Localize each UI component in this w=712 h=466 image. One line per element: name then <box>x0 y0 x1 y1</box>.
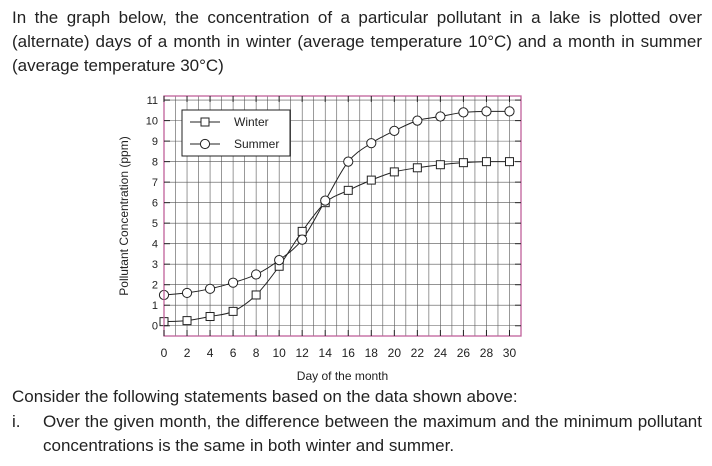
data-point-summer <box>344 157 353 166</box>
y-tick-label: 5 <box>151 218 158 231</box>
y-tick-label: 11 <box>146 95 158 108</box>
x-tick-label: 6 <box>229 346 237 360</box>
chart-legend <box>182 110 290 156</box>
x-tick-label: 18 <box>364 346 378 360</box>
data-point-summer <box>228 278 237 287</box>
data-point-summer <box>252 270 261 279</box>
x-tick-label: 28 <box>479 346 494 360</box>
data-point-summer <box>436 112 445 121</box>
legend-marker <box>200 139 209 148</box>
y-tick-label: 10 <box>145 115 158 128</box>
legend-marker <box>201 118 209 126</box>
x-tick-label: 26 <box>456 346 471 360</box>
data-point-winter <box>413 164 421 172</box>
data-point-winter <box>206 313 214 321</box>
y-axis-label: Pollutant Concentration (ppm) <box>117 136 131 296</box>
x-tick-label: 22 <box>410 346 425 360</box>
data-point-summer <box>390 126 399 135</box>
y-tick-label: 7 <box>151 177 158 190</box>
data-point-summer <box>321 196 330 205</box>
x-tick-label: 8 <box>252 346 260 360</box>
x-tick-label: 14 <box>318 346 332 360</box>
data-point-winter <box>183 317 191 325</box>
data-point-winter <box>505 158 513 166</box>
y-tick-label: 0 <box>151 320 158 333</box>
x-tick-label: 10 <box>272 346 286 360</box>
statement-number: i. <box>12 412 21 431</box>
consider-text: Consider the following statements based on the data shown above: <box>12 387 518 406</box>
data-point-winter <box>344 186 352 194</box>
y-tick-label: 1 <box>151 300 158 313</box>
legend-label-winter: Winter <box>234 115 269 129</box>
data-point-winter <box>252 291 260 299</box>
y-tick-label: 4 <box>151 238 158 251</box>
x-tick-label: 0 <box>160 346 168 360</box>
x-tick-label: 2 <box>183 346 191 360</box>
data-point-winter <box>367 176 375 184</box>
data-point-winter <box>436 161 444 169</box>
data-point-winter <box>482 158 490 166</box>
data-point-winter <box>390 168 398 176</box>
y-tick-label: 3 <box>151 259 158 272</box>
data-point-winter <box>459 159 467 167</box>
x-tick-label: 16 <box>341 346 355 360</box>
pollutant-chart <box>0 90 712 388</box>
data-point-summer <box>275 256 284 265</box>
data-point-summer <box>298 235 307 244</box>
statement-i <box>12 410 702 458</box>
x-tick-label: 24 <box>433 346 448 360</box>
x-tick-label: 4 <box>206 346 214 360</box>
intro-text: In the graph below, the concentration of a particular pollutant in a lake is plotted over (alternate) days of a month in winter (average temperature 10°C) and a month in summer (average temperature 30°C) <box>12 8 702 75</box>
data-point-winter <box>229 307 237 315</box>
data-point-summer <box>413 116 422 125</box>
y-tick-label: 2 <box>151 279 158 292</box>
x-tick-label: 12 <box>295 346 309 360</box>
data-point-summer <box>205 284 214 293</box>
x-tick-label: 30 <box>502 346 517 360</box>
x-axis-label: Day of the month <box>296 369 389 383</box>
legend-label-summer: Summer <box>234 137 280 151</box>
data-point-summer <box>182 288 191 297</box>
statement-text: Over the given month, the difference between the maximum and the minimum pollutant concentrations is the same in both winter and summer. <box>43 412 702 455</box>
data-point-summer <box>482 107 491 116</box>
data-point-winter <box>298 227 306 235</box>
data-point-summer <box>367 139 376 148</box>
y-tick-label: 9 <box>151 136 158 149</box>
x-tick-label: 20 <box>387 346 402 360</box>
y-tick-label: 8 <box>151 156 158 169</box>
y-tick-label: 6 <box>151 197 158 210</box>
data-point-summer <box>459 108 468 117</box>
data-point-summer <box>505 107 514 116</box>
